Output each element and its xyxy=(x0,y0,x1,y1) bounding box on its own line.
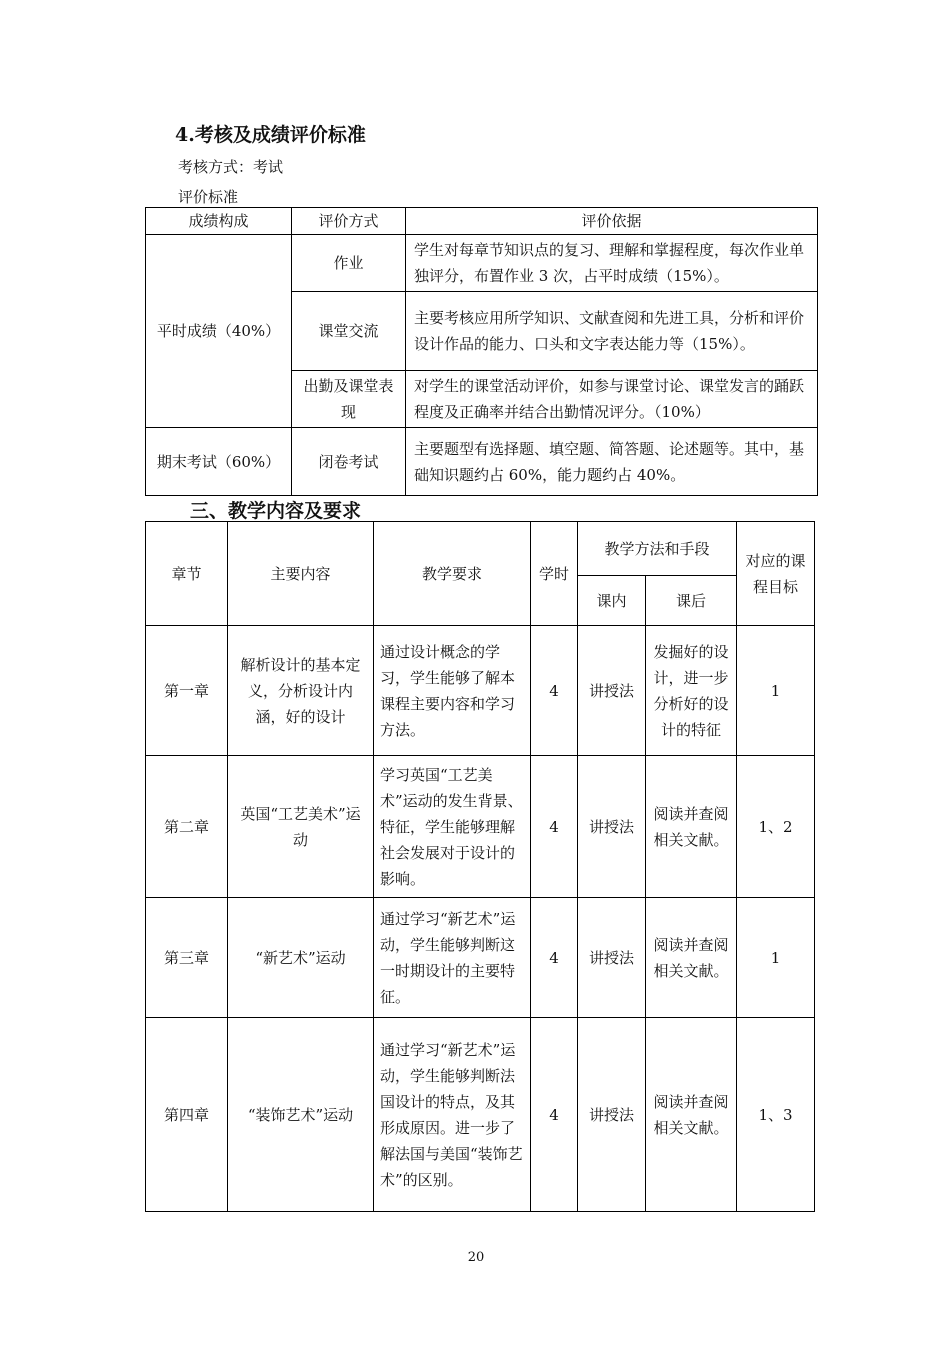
header-in-class: 课内 xyxy=(578,576,646,626)
target-cell: 1、2 xyxy=(737,756,815,898)
criteria-label: 评价标准 xyxy=(178,188,239,206)
target-cell: 1、3 xyxy=(737,1018,815,1212)
header-after-class: 课后 xyxy=(646,576,737,626)
content-cell: 解析设计的基本定义，分析设计内涵，好的设计 xyxy=(228,626,374,756)
content-header-row xyxy=(146,522,815,576)
requirement-cell: 通过学习“新艺术”运动，学生能够判断法国设计的特点，及其形成原因。进一步了解法国与美国“装饰艺术”的区别。 xyxy=(374,1018,531,1212)
section-heading-teaching-content: 三、教学内容及要求 xyxy=(190,500,362,522)
header-methods: 教学方法和手段 xyxy=(578,522,737,576)
chapter-cell: 第三章 xyxy=(146,898,228,1018)
eval-method: 闭卷考试 xyxy=(292,428,406,496)
table-row xyxy=(146,1018,815,1212)
eval-method: 课堂交流 xyxy=(292,292,406,371)
target-cell: 1 xyxy=(737,626,815,756)
header-chapter: 章节 xyxy=(146,522,228,626)
after-class-cell: 阅读并查阅相关文献。 xyxy=(646,898,737,1018)
content-cell: 英国“工艺美术”运动 xyxy=(228,756,374,898)
header-requirement: 教学要求 xyxy=(374,522,531,626)
eval-basis: 学生对每章节知识点的复习、理解和掌握程度，每次作业单独评分，布置作业 3 次，占平时成绩（15%）。 xyxy=(406,235,818,292)
in-class-cell: 讲授法 xyxy=(578,756,646,898)
in-class-cell: 讲授法 xyxy=(578,626,646,756)
evaluation-table xyxy=(145,207,818,496)
hours-cell: 4 xyxy=(531,898,578,1018)
hours-cell: 4 xyxy=(531,756,578,898)
eval-basis: 对学生的课堂活动评价，如参与课堂讨论、课堂发言的踊跃程度及正确率并结合出勤情况评分。（10%） xyxy=(406,371,818,428)
chapter-cell: 第二章 xyxy=(146,756,228,898)
requirement-cell: 学习英国“工艺美术”运动的发生背景、特征，学生能够理解社会发展对于设计的影响。 xyxy=(374,756,531,898)
eval-header-basis: 评价依据 xyxy=(406,208,818,235)
hours-cell: 4 xyxy=(531,1018,578,1212)
eval-method: 作业 xyxy=(292,235,406,292)
eval-row xyxy=(146,235,818,292)
eval-basis: 主要题型有选择题、填空题、简答题、论述题等。其中，基础知识题约占 60%，能力题约占 40%。 xyxy=(406,428,818,496)
chapter-cell: 第一章 xyxy=(146,626,228,756)
eval-header-component: 成绩构成 xyxy=(146,208,292,235)
requirement-cell: 通过设计概念的学习，学生能够了解本课程主要内容和学习方法。 xyxy=(374,626,531,756)
table-row xyxy=(146,756,815,898)
header-target: 对应的课程目标 xyxy=(737,522,815,626)
chapter-cell: 第四章 xyxy=(146,1018,228,1212)
eval-row xyxy=(146,428,818,496)
section-heading-assessment: 4.考核及成绩评价标准 xyxy=(175,124,366,146)
page-number: 20 xyxy=(467,1250,485,1265)
eval-method: 出勤及课堂表现 xyxy=(292,371,406,428)
eval-component-regular: 平时成绩（40%） xyxy=(146,235,292,428)
eval-header-row xyxy=(146,208,818,235)
after-class-cell: 发掘好的设计，进一步分析好的设计的特征 xyxy=(646,626,737,756)
eval-header-method: 评价方式 xyxy=(292,208,406,235)
header-hours: 学时 xyxy=(531,522,578,626)
hours-cell: 4 xyxy=(531,626,578,756)
teaching-content-table xyxy=(145,521,815,1212)
header-content: 主要内容 xyxy=(228,522,374,626)
requirement-cell: 通过学习“新艺术”运动，学生能够判断这一时期设计的主要特征。 xyxy=(374,898,531,1018)
assessment-method-text: 考核方式：考试 xyxy=(178,158,284,176)
eval-component-final: 期末考试（60%） xyxy=(146,428,292,496)
in-class-cell: 讲授法 xyxy=(578,898,646,1018)
after-class-cell: 阅读并查阅相关文献。 xyxy=(646,756,737,898)
table-row xyxy=(146,626,815,756)
after-class-cell: 阅读并查阅相关文献。 xyxy=(646,1018,737,1212)
in-class-cell: 讲授法 xyxy=(578,1018,646,1212)
table-row xyxy=(146,898,815,1018)
eval-basis: 主要考核应用所学知识、文献查阅和先进工具，分析和评价设计作品的能力、口头和文字表达能力等（15%）。 xyxy=(406,292,818,371)
content-cell: “装饰艺术”运动 xyxy=(228,1018,374,1212)
content-cell: “新艺术”运动 xyxy=(228,898,374,1018)
target-cell: 1 xyxy=(737,898,815,1018)
